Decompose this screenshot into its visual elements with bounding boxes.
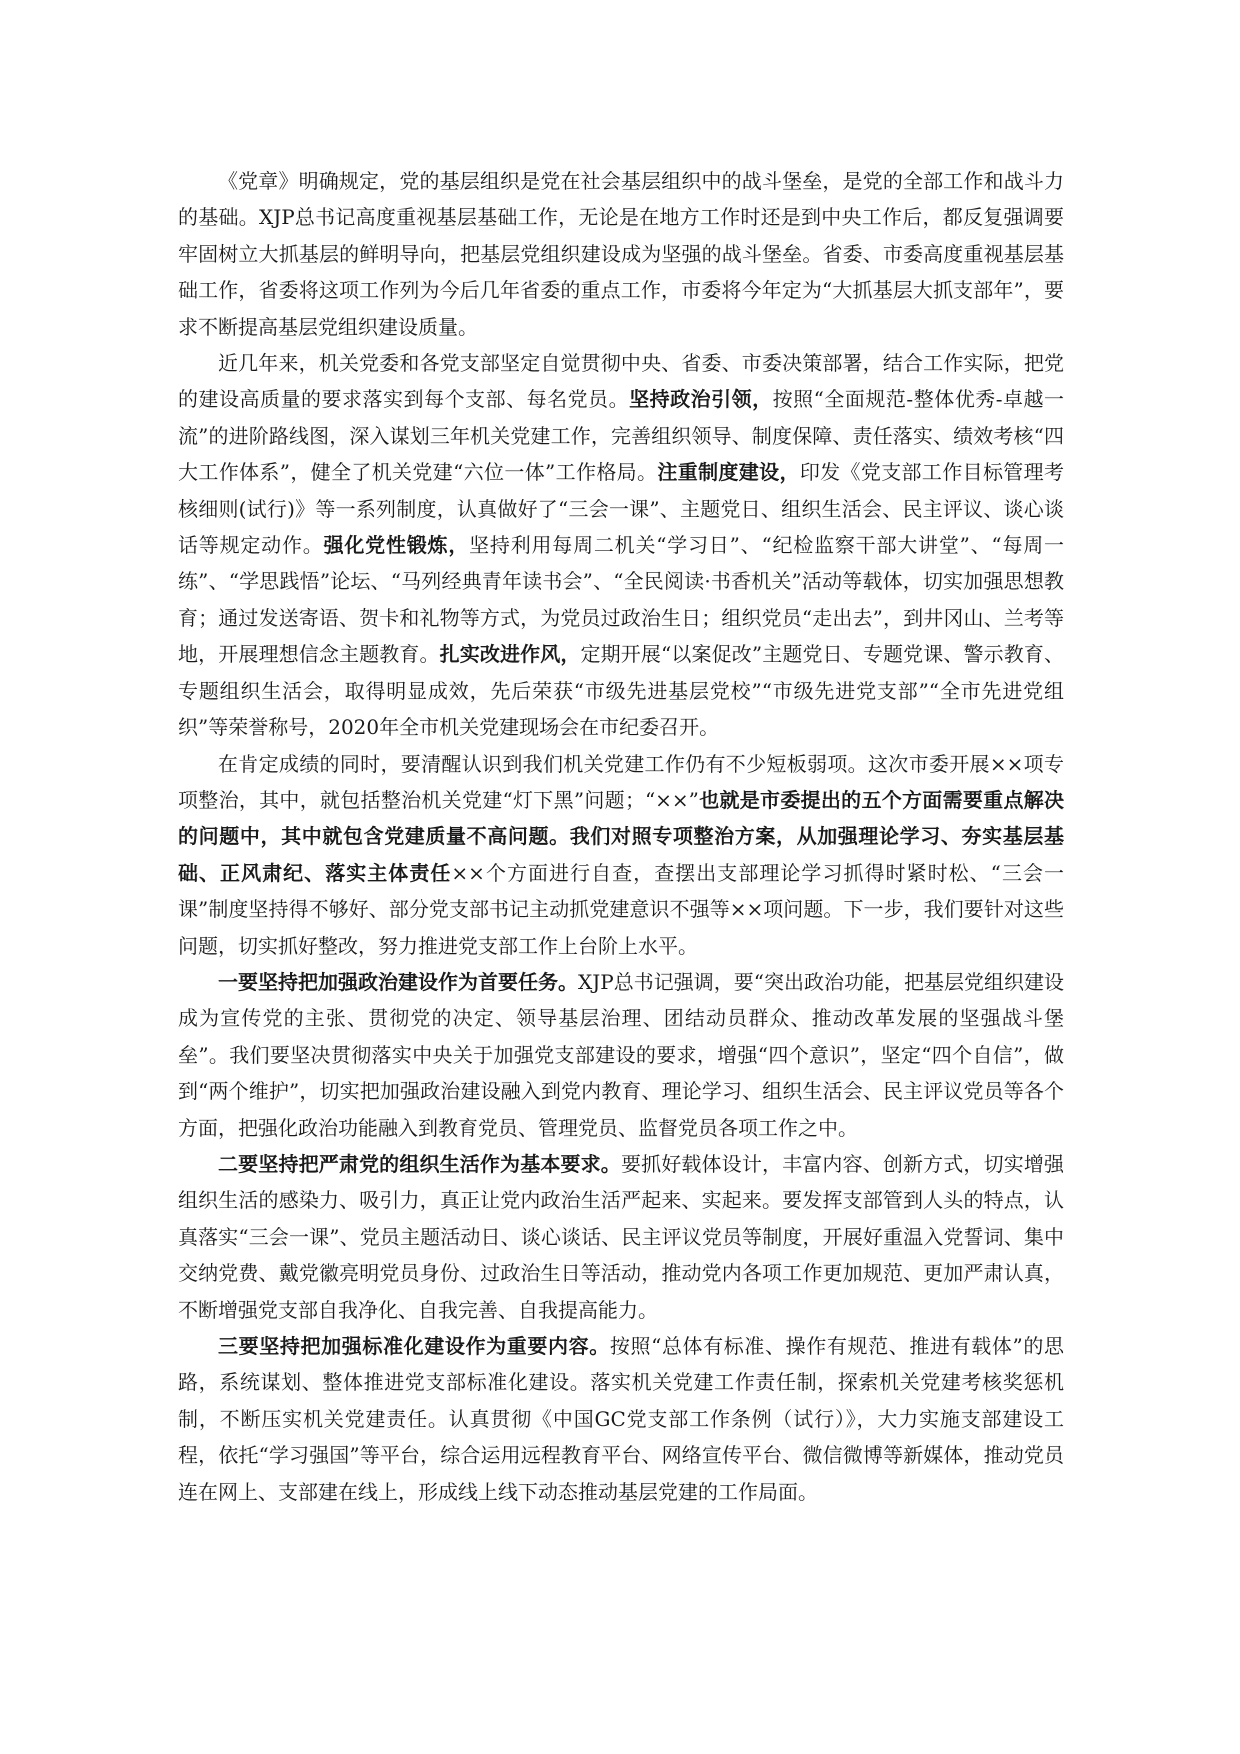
- paragraph-task-three: [178, 1328, 1064, 1510]
- paragraph-text: 印发《党支部工作目标管理考核细则(试行)》等一系列制度，认真做好了“三会一课”、主题党日、组织生活会、民主评议、谈心谈话等规定动作。: [178, 460, 1064, 558]
- paragraph-text: 坚持利用每周二机关“学习日”、“纪检监察干部大讲堂”、“每周一练”、“学思践悟”论坛、“马列经典青年读书会”、“全民阅读·书香机关”活动等载体，切实加强思想教育；通过发送寄语、贺卡和礼物等方式，为党员过政治生日；组织党员“走出去”，到井冈山、兰考等地，开展理想信念主题教育。: [178, 533, 1065, 667]
- bold-heading-task-three: 三要坚持把加强标准化建设作为重要内容。: [218, 1334, 610, 1358]
- paragraph-text: XJP总书记强调，要“突出政治功能，把基层党组织建设成为宣传党的主张、贯彻党的决定、领导基层治理、团结动员群众、推动改革发展的坚强战斗堡垒”。我们要坚决贯彻落实中央关于加强党支部建设的要求，增强“四个意识”，坚定“四个自信”，做到“两个维护”，切实把加强政治建设融入到党内教育、理论学习、组织生活会、民主评议党员等各个方面，把强化政治功能融入到教育党员、管理党员、监督党员各项工作之中。: [178, 969, 1065, 1140]
- paragraph-text: 按照“全面规范-整体优秀-卓越一流”的进阶路线图，深入谋划三年机关党建工作，完善组织领导、制度保障、责任落实、绩效考核“四大工作体系”，健全了机关党建“六位一体”工作格局。: [178, 387, 1064, 485]
- paragraph-text: 在肯定成绩的同时，要清醒认识到我们机关党建工作仍有不少短板弱项。这次市委开展××项专项整治，其中，就包括整治机关党建“灯下黑”问题；“××”: [178, 751, 1064, 812]
- document-body: [178, 163, 1064, 1510]
- bold-heading-party-spirit: 强化党性锻炼，: [323, 533, 470, 558]
- paragraph-task-one: [178, 964, 1064, 1146]
- paragraph-text: 定期开展“以案促改”主题党日、专题党课、警示教育、专题组织生活会，取得明显成效，先后荣获“市级先进基层党校”“市级先进党支部”“全市先进党组织”等荣誉称号，2020年全市机关党建现场会在市纪委召开。: [178, 642, 1065, 740]
- paragraph-shortcomings: [178, 746, 1064, 964]
- paragraph-text-heavy: 也就是市委提出的五个方面需要重点解决的问题中，其中就包含党建质量不高问题。我们对照专项整治方案，从加强理论学习、夯实基层基础、正风肃纪、落实主体责任: [178, 787, 1065, 885]
- bold-heading-task-one: 一要坚持把加强政治建设作为首要任务。: [218, 969, 579, 994]
- paragraph-text: 近几年来，机关党委和各党支部坚定自觉贯彻中央、省委、市委决策部署，结合工作实际，把党的建设高质量的要求落实到每个支部、每名党员。: [178, 351, 1064, 412]
- paragraph-text: 要抓好载体设计，丰富内容、创新方式，切实增强组织生活的感染力、吸引力，真正让党内政治生活严起来、实起来。要发挥支部管到人头的特点，认真落实“三会一课”、党员主题活动日、谈心谈话、民主评议党员等制度，开展好重温入党誓词、集中交纳党费、戴党徽亮明党员身份、过政治生日等活动，推动党内各项工作更加规范、更加严肃认真，不断增强党支部自我净化、自我完善、自我提高能力。: [178, 1151, 1065, 1322]
- paragraph-party-constitution: [178, 163, 1064, 345]
- bold-heading-task-two: 二要坚持把严肃党的组织生活作为基本要求。: [218, 1151, 621, 1176]
- paragraph-text: 《党章》明确规定，党的基层组织是党在社会基层组织中的战斗堡垒，是党的全部工作和战斗力的基础。XJP总书记高度重视基层基础工作，无论是在地方工作时还是到中央工作后，都反复强调要牢固树立大抓基层的鲜明导向，把基层党组织建设成为坚强的战斗堡垒。省委、市委高度重视基层基础工作，省委将这项工作列为今后几年省委的重点工作，市委将今年定为“大抓基层大抓支部年”，要求不断提高基层党组织建设质量。: [178, 169, 1064, 339]
- paragraph-task-two: [178, 1146, 1064, 1328]
- bold-heading-system-building: 注重制度建设，: [657, 460, 800, 485]
- paragraph-achievements: [178, 345, 1064, 745]
- paragraph-text: 按照“总体有标准、操作有规范、推进有载体”的思路，系统谋划、整体推进党支部标准化建设。落实机关党建工作责任制，探索机关党建考核奖惩机制，不断压实机关党建责任。认真贯彻《中国GC党支部工作条例（试行）》，大力实施支部建设工程，依托“学习强国”等平台，综合运用远程教育平台、网络宣传平台、微信微博等新媒体，推动党员连在网上、支部建在线上，形成线上线下动态推动基层党建的工作局面。: [178, 1334, 1065, 1504]
- paragraph-text: ××个方面进行自查，查摆出支部理论学习抓得时紧时松、“三会一课”制度坚持得不够好、部分党支部书记主动抓党建意识不强等××项问题。下一步，我们要针对这些问题，切实抓好整改，努力推进党支部工作上台阶上水平。: [178, 860, 1064, 958]
- bold-heading-political-leadership: 坚持政治引领，: [629, 387, 773, 412]
- bold-heading-work-style: 扎实改进作风，: [439, 642, 581, 667]
